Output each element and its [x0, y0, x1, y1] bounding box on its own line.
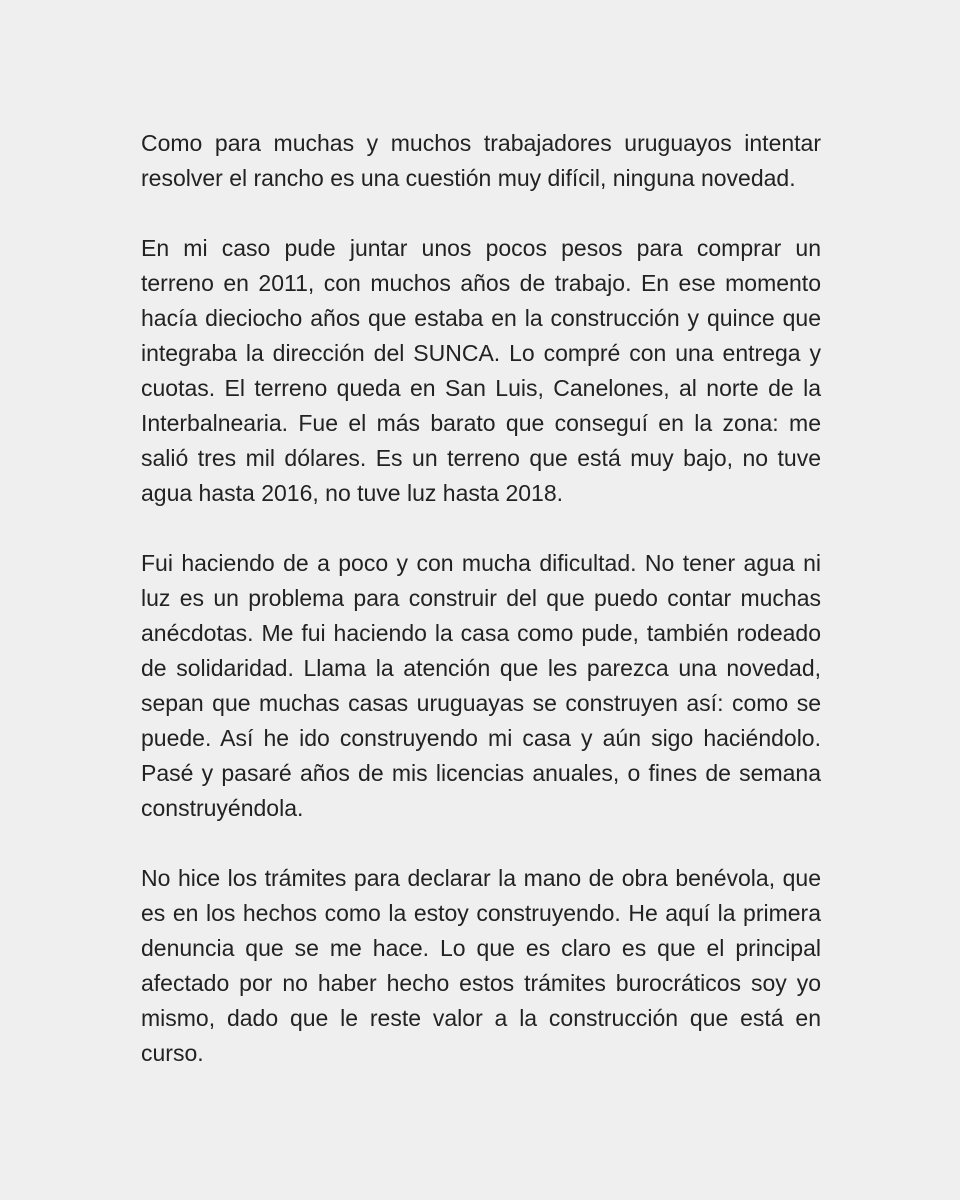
paragraph-2: En mi caso pude juntar unos pocos pesos para comprar un terreno en 2011, con muchos años de trabajo. En ese momento hacía dieciocho años que estaba en la construcción y quince que integraba la dirección del SUNCA. Lo compré con una entrega y cuotas. El terreno queda en San Luis, Canelones, al norte de la Interbalnearia. Fue el más barato que conseguí en la zona: me salió tres mil dólares. Es un terreno que está muy bajo, no tuve agua hasta 2016, no tuve luz hasta 2018. [141, 235, 821, 506]
paragraph-1: Como para muchas y muchos trabajadores uruguayos intentar resolver el rancho es una cuestión muy difícil, ninguna novedad. [141, 130, 821, 191]
paragraph-3: Fui haciendo de a poco y con mucha dificultad. No tener agua ni luz es un problema para construir del que puedo contar muchas anécdotas. Me fui haciendo la casa como pude, también rodeado de solidaridad. Llama la atención que les parezca una novedad, sepan que muchas casas uruguayas se construyen así: como se puede. Así he ido construyendo mi casa y aún sigo haciéndolo. Pasé y pasaré años de mis licencias anuales, o fines de semana construyéndola. [141, 550, 821, 821]
document-body [141, 126, 821, 1071]
paragraph-4: No hice los trámites para declarar la mano de obra benévola, que es en los hechos como la estoy construyendo. He aquí la primera denuncia que se me hace. Lo que es claro es que el principal afectado por no haber hecho estos trámites burocráticos soy yo mismo, dado que le reste valor a la construcción que está en curso. [141, 865, 821, 1066]
